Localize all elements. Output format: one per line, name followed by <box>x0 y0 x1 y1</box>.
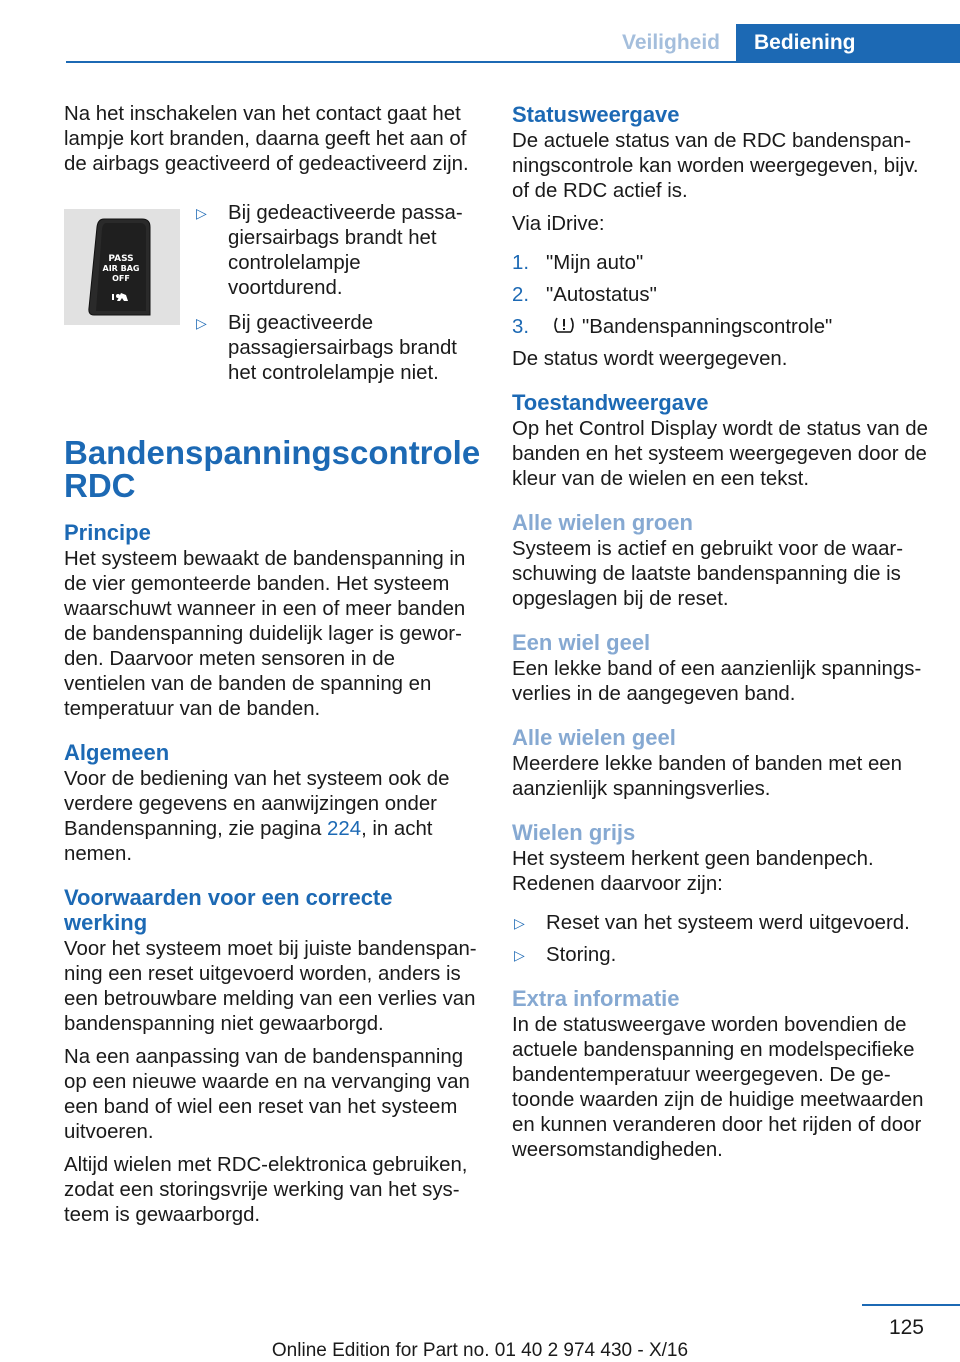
groen-heading: Alle wielen groen <box>512 510 693 535</box>
airbag-label-airbag: AIR BAG <box>102 264 140 273</box>
een-geel-heading: Een wiel geel <box>512 630 651 655</box>
footer-rule <box>862 1304 960 1306</box>
triangle-bullet-icon: ▷ <box>514 947 525 963</box>
triangle-bullet-icon: ▷ <box>196 315 207 331</box>
alle-geel-heading: Alle wielen geel <box>512 725 676 750</box>
footer-edition: Online Edition for Part no. 01 40 2 974 430 - X/16 <box>271 1340 689 1361</box>
algemeen-paragraph: Voor de bediening van het systeem ook de verdere gegevens en aanwijzingen onder Bandenspanning, zie pagina 224, in acht nemen. <box>64 768 450 865</box>
extra-paragraph: In de statusweergave worden bovendien de actuele bandenspanning en modelspecifieke bandentemperatuur weergegeven. De getoonde waarden zijn de huidige meetwaarden en kunnen veranderen door het rijden of door weersomstandigheden. <box>512 1014 924 1161</box>
list-item: 1. "Mijn auto" <box>512 252 644 274</box>
list-item: ▷ Bij gedeactiveerde passagiersairbags brandt het controlelampje voortdurend. <box>196 202 463 299</box>
intro-paragraph: Na het inschakelen van het contact gaat het lampje kort branden, daarna geeft het aan of de airbags geactiveerd of gedeactiveerd zijn. <box>64 103 469 175</box>
airbag-label-pass: PASS <box>108 254 134 264</box>
list-item: ▷ Storing. <box>514 944 617 966</box>
toestand-paragraph: Op het Control Display wordt de status van de banden en het systeem weergegeven door de kleur van de wielen en een tekst. <box>512 418 928 490</box>
triangle-bullet-icon: ▷ <box>514 915 525 931</box>
alle-geel-paragraph: Meerdere lekke banden of banden met een aanzienlijk spanningsverlies. <box>512 753 902 800</box>
header-tab-veiligheid[interactable]: Veiligheid <box>621 31 721 54</box>
via-idrive: Via iDrive: <box>512 213 605 235</box>
grijs-heading: Wielen grijs <box>512 820 636 845</box>
page-number: 125 <box>888 1316 924 1339</box>
voorwaarden-paragraph-1: Voor het systeem moet bij juiste bandenspanning een reset uitgevoerd worden, anders is een betrouwbare melding van een verlies van bandenspanning niet gewaarborgd. <box>64 938 477 1035</box>
airbag-label-off: OFF <box>112 274 130 283</box>
tire-pressure-warning-icon <box>552 315 576 335</box>
section-title: Bandenspanningscontrole RDC <box>64 434 481 504</box>
right-column <box>512 102 928 1163</box>
page-link-224[interactable]: 224 <box>327 818 362 840</box>
list-item: ▷ Reset van het systeem werd uitgevoerd. <box>514 912 910 934</box>
principe-paragraph: Het systeem bewaakt de bandenspanning in de vier gemonteerde banden. Het systeem waarschuwt wanneer in een of meer banden de bandenspanning duidelijk lager is geworden. Daarvoor meten sensoren in de ventielen van de banden de spanning en temperatuur van de banden. <box>64 548 466 720</box>
airbag-indicator-block <box>64 201 478 396</box>
grijs-paragraph: Het systeem herkent geen bandenpech. Redenen daarvoor zijn: <box>512 848 874 895</box>
list-item: ▷ Bij geactiveerde passagiersairbags brandt het controlelampje niet. <box>196 312 457 384</box>
algemeen-heading: Algemeen <box>64 740 170 765</box>
voorwaarden-heading: Voorwaarden voor een correcte werking <box>64 885 393 935</box>
triangle-bullet-icon: ▷ <box>196 205 207 221</box>
status-shown: De status wordt weergegeven. <box>512 348 788 370</box>
voorwaarden-paragraph-2: Na een aanpassing van de bandenspanning op een nieuwe waarde en na vervanging van een band of wiel een reset van het systeem uitvoeren. <box>64 1046 470 1143</box>
header-rule <box>66 61 960 63</box>
groen-paragraph: Systeem is actief en gebruikt voor de waarschuwing de laatste bandenspanning die is opgeslagen bij de reset. <box>512 538 904 610</box>
list-item: 2. "Autostatus" <box>512 284 657 306</box>
status-heading: Statusweergave <box>512 102 680 127</box>
passenger-airbag-off-image <box>64 209 180 325</box>
grijs-bullet-list <box>512 911 928 968</box>
header-tab-bediening[interactable]: Bediening <box>736 24 960 62</box>
idrive-steps <box>512 251 928 340</box>
principe-heading: Principe <box>64 520 151 545</box>
een-geel-paragraph: Een lekke band of een aanzienlijk spanningsverlies in de aangegeven band. <box>512 658 922 705</box>
voorwaarden-paragraph-3: Altijd wielen met RDC-elektronica gebruiken, zodat een storingsvrije werking van het systeem is gewaarborgd. <box>64 1154 468 1226</box>
airbag-bullet-list <box>194 201 478 396</box>
list-item: 3. "Bandenspanningscontrole" <box>512 316 833 338</box>
extra-heading: Extra informatie <box>512 986 680 1011</box>
status-paragraph: De actuele status van de RDC bandenspanningscontrole kan worden weergegeven, bijv. of de RDC actief is. <box>512 130 919 202</box>
left-column <box>64 102 481 1228</box>
toestand-heading: Toestandweergave <box>512 390 709 415</box>
